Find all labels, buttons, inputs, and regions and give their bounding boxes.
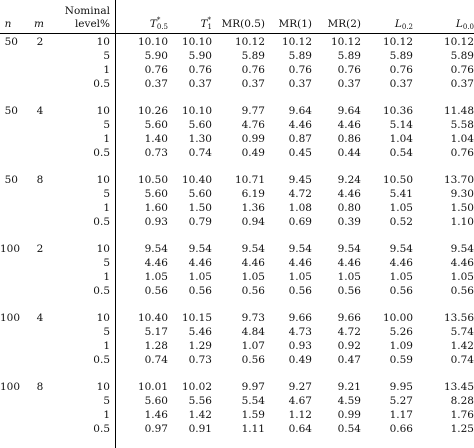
header-nominal-line2: level% bbox=[74, 18, 110, 30]
header-n: n bbox=[4, 18, 12, 30]
value-cell: 6.19 bbox=[241, 188, 265, 200]
value-cell: 4.46 bbox=[288, 257, 312, 269]
nominal-level-cell: 5 bbox=[103, 50, 110, 62]
value-cell: 0.86 bbox=[337, 133, 361, 145]
group-m: 2 bbox=[36, 243, 44, 255]
value-cell: 5.89 bbox=[450, 50, 474, 62]
value-cell: 4.46 bbox=[241, 257, 265, 269]
value-cell: 1.07 bbox=[241, 340, 265, 352]
value-cell: 0.76 bbox=[450, 64, 474, 76]
value-cell: 5.74 bbox=[450, 326, 474, 338]
value-cell: 1.17 bbox=[389, 409, 413, 421]
nominal-level-cell: 0.5 bbox=[93, 78, 110, 90]
value-cell: 0.87 bbox=[288, 133, 312, 145]
value-cell: 1.42 bbox=[450, 340, 474, 352]
nominal-level-cell: 5 bbox=[103, 326, 110, 338]
value-cell: 10.12 bbox=[330, 36, 361, 48]
value-cell: 1.09 bbox=[389, 340, 413, 352]
value-cell: 4.46 bbox=[450, 257, 474, 269]
value-cell: 1.11 bbox=[241, 423, 265, 435]
value-cell: 5.89 bbox=[241, 50, 265, 62]
value-cell: 0.37 bbox=[288, 78, 312, 90]
value-cell: 0.49 bbox=[288, 354, 312, 366]
value-cell: 5.27 bbox=[389, 395, 413, 407]
value-cell: 5.90 bbox=[188, 50, 212, 62]
value-cell: 13.45 bbox=[443, 381, 474, 393]
value-cell: 0.76 bbox=[144, 64, 168, 76]
value-cell: 0.54 bbox=[389, 147, 413, 159]
column-header-7: L 0.0 bbox=[455, 18, 474, 31]
value-cell: 10.50 bbox=[137, 174, 168, 186]
value-cell: 4.59 bbox=[337, 395, 361, 407]
nominal-level-cell: 10 bbox=[96, 381, 110, 393]
value-cell: 1.76 bbox=[450, 409, 474, 421]
value-cell: 0.37 bbox=[241, 78, 265, 90]
value-cell: 1.05 bbox=[389, 271, 413, 283]
value-cell: 10.36 bbox=[382, 105, 413, 117]
value-cell: 0.66 bbox=[389, 423, 413, 435]
value-cell: 10.40 bbox=[137, 312, 168, 324]
value-cell: 1.05 bbox=[337, 271, 361, 283]
value-cell: 1.36 bbox=[241, 202, 265, 214]
value-cell: 0.76 bbox=[288, 64, 312, 76]
group-n: 50 bbox=[4, 36, 18, 48]
value-cell: 10.10 bbox=[137, 36, 168, 48]
nominal-level-cell: 5 bbox=[103, 395, 110, 407]
value-cell: 10.10 bbox=[181, 36, 212, 48]
value-cell: 0.56 bbox=[188, 285, 212, 297]
value-cell: 1.40 bbox=[144, 133, 168, 145]
nominal-level-cell: 1 bbox=[103, 271, 110, 283]
value-cell: 0.73 bbox=[144, 147, 168, 159]
header-nominal-line1: Nominal bbox=[64, 5, 110, 17]
value-cell: 0.54 bbox=[337, 423, 361, 435]
value-cell: 9.54 bbox=[241, 243, 265, 255]
nominal-level-cell: 1 bbox=[103, 340, 110, 352]
column-header-6: L 0.2 bbox=[394, 18, 413, 31]
value-cell: 1.05 bbox=[288, 271, 312, 283]
value-cell: 1.05 bbox=[144, 271, 168, 283]
value-cell: 5.89 bbox=[337, 50, 361, 62]
value-cell: 9.54 bbox=[389, 243, 413, 255]
value-cell: 0.37 bbox=[144, 78, 168, 90]
value-cell: 10.26 bbox=[137, 105, 168, 117]
value-cell: 10.71 bbox=[234, 174, 265, 186]
column-header-3: MR(0.5) bbox=[221, 18, 265, 30]
value-cell: 9.64 bbox=[288, 105, 312, 117]
group-n: 100 bbox=[0, 243, 21, 255]
value-cell: 0.99 bbox=[337, 409, 361, 421]
value-cell: 10.00 bbox=[382, 312, 413, 324]
value-cell: 0.64 bbox=[288, 423, 312, 435]
value-cell: 9.24 bbox=[337, 174, 361, 186]
value-cell: 10.01 bbox=[137, 381, 168, 393]
value-cell: 5.26 bbox=[389, 326, 413, 338]
value-cell: 10.10 bbox=[181, 105, 212, 117]
value-cell: 9.95 bbox=[389, 381, 413, 393]
value-cell: 1.29 bbox=[188, 340, 212, 352]
value-cell: 8.28 bbox=[450, 395, 474, 407]
nominal-level-cell: 10 bbox=[96, 36, 110, 48]
value-cell: 9.64 bbox=[337, 105, 361, 117]
value-cell: 10.15 bbox=[181, 312, 212, 324]
nominal-level-cell: 1 bbox=[103, 64, 110, 76]
value-cell: 4.73 bbox=[288, 326, 312, 338]
value-cell: 0.56 bbox=[144, 285, 168, 297]
value-cell: 9.27 bbox=[288, 381, 312, 393]
value-cell: 1.50 bbox=[450, 202, 474, 214]
value-cell: 5.90 bbox=[144, 50, 168, 62]
header-m: m bbox=[34, 18, 44, 30]
value-cell: 0.39 bbox=[337, 216, 361, 228]
value-cell: 11.48 bbox=[443, 105, 474, 117]
value-cell: 4.46 bbox=[389, 257, 413, 269]
group-n: 50 bbox=[4, 174, 18, 186]
value-cell: 5.89 bbox=[389, 50, 413, 62]
value-cell: 0.37 bbox=[450, 78, 474, 90]
value-cell: 5.46 bbox=[188, 326, 212, 338]
nominal-level-cell: 0.5 bbox=[93, 285, 110, 297]
value-cell: 0.56 bbox=[389, 285, 413, 297]
value-cell: 1.30 bbox=[188, 133, 212, 145]
value-cell: 5.54 bbox=[241, 395, 265, 407]
nominal-level-cell: 0.5 bbox=[93, 354, 110, 366]
value-cell: 9.30 bbox=[450, 188, 474, 200]
value-cell: 1.05 bbox=[241, 271, 265, 283]
value-cell: 4.46 bbox=[337, 119, 361, 131]
nominal-level-cell: 0.5 bbox=[93, 216, 110, 228]
value-cell: 4.46 bbox=[144, 257, 168, 269]
value-cell: 0.56 bbox=[450, 285, 474, 297]
value-cell: 0.76 bbox=[241, 64, 265, 76]
value-cell: 0.37 bbox=[389, 78, 413, 90]
value-cell: 5.60 bbox=[144, 188, 168, 200]
header-rule bbox=[0, 33, 474, 34]
nominal-level-cell: 10 bbox=[96, 174, 110, 186]
column-header-1: T * 0.5 bbox=[149, 16, 168, 31]
value-cell: 1.60 bbox=[144, 202, 168, 214]
value-cell: 0.92 bbox=[337, 340, 361, 352]
group-m: 4 bbox=[36, 105, 44, 117]
value-cell: 1.12 bbox=[288, 409, 312, 421]
value-cell: 1.25 bbox=[450, 423, 474, 435]
value-cell: 1.04 bbox=[450, 133, 474, 145]
value-cell: 0.80 bbox=[337, 202, 361, 214]
value-cell: 10.12 bbox=[382, 36, 413, 48]
value-cell: 13.70 bbox=[443, 174, 474, 186]
value-cell: 1.42 bbox=[188, 409, 212, 421]
group-m: 8 bbox=[36, 381, 44, 393]
group-n: 50 bbox=[4, 105, 18, 117]
group-m: 4 bbox=[36, 312, 44, 324]
group-n: 100 bbox=[0, 312, 21, 324]
value-cell: 0.97 bbox=[144, 423, 168, 435]
value-cell: 0.47 bbox=[337, 354, 361, 366]
value-cell: 0.56 bbox=[241, 354, 265, 366]
value-cell: 0.76 bbox=[450, 147, 474, 159]
value-cell: 1.28 bbox=[144, 340, 168, 352]
value-cell: 4.72 bbox=[288, 188, 312, 200]
value-cell: 0.37 bbox=[337, 78, 361, 90]
value-cell: 4.72 bbox=[337, 326, 361, 338]
nominal-level-cell: 0.5 bbox=[93, 147, 110, 159]
value-cell: 5.41 bbox=[389, 188, 413, 200]
value-cell: 1.46 bbox=[144, 409, 168, 421]
value-cell: 10.12 bbox=[234, 36, 265, 48]
value-cell: 0.59 bbox=[389, 354, 413, 366]
group-n: 100 bbox=[0, 381, 21, 393]
value-cell: 0.49 bbox=[241, 147, 265, 159]
nominal-level-cell: 0.5 bbox=[93, 423, 110, 435]
value-cell: 5.60 bbox=[188, 188, 212, 200]
value-cell: 0.79 bbox=[188, 216, 212, 228]
column-header-2: T * 1 bbox=[200, 16, 212, 31]
value-cell: 0.74 bbox=[450, 354, 474, 366]
value-cell: 4.84 bbox=[241, 326, 265, 338]
value-cell: 1.05 bbox=[450, 271, 474, 283]
group-m: 2 bbox=[36, 36, 44, 48]
value-cell: 9.54 bbox=[450, 243, 474, 255]
value-cell: 0.44 bbox=[337, 147, 361, 159]
value-cell: 0.76 bbox=[389, 64, 413, 76]
value-cell: 4.46 bbox=[288, 119, 312, 131]
value-cell: 10.02 bbox=[181, 381, 212, 393]
value-cell: 0.76 bbox=[337, 64, 361, 76]
value-cell: 4.67 bbox=[288, 395, 312, 407]
value-cell: 10.12 bbox=[281, 36, 312, 48]
value-cell: 0.99 bbox=[241, 133, 265, 145]
value-cell: 5.60 bbox=[188, 119, 212, 131]
value-cell: 9.66 bbox=[337, 312, 361, 324]
value-cell: 1.08 bbox=[288, 202, 312, 214]
value-cell: 0.37 bbox=[188, 78, 212, 90]
nominal-level-cell: 1 bbox=[103, 409, 110, 421]
value-cell: 9.54 bbox=[337, 243, 361, 255]
value-cell: 0.45 bbox=[288, 147, 312, 159]
value-cell: 1.04 bbox=[389, 133, 413, 145]
value-cell: 5.14 bbox=[389, 119, 413, 131]
value-cell: 5.17 bbox=[144, 326, 168, 338]
value-cell: 9.21 bbox=[337, 381, 361, 393]
value-cell: 10.40 bbox=[181, 174, 212, 186]
column-header-4: MR(1) bbox=[278, 18, 312, 30]
value-cell: 1.10 bbox=[450, 216, 474, 228]
value-cell: 5.60 bbox=[144, 119, 168, 131]
nominal-level-cell: 5 bbox=[103, 257, 110, 269]
value-cell: 4.46 bbox=[337, 188, 361, 200]
nominal-level-cell: 10 bbox=[96, 243, 110, 255]
value-cell: 9.73 bbox=[241, 312, 265, 324]
value-cell: 4.46 bbox=[188, 257, 212, 269]
value-cell: 1.59 bbox=[241, 409, 265, 421]
nominal-level-cell: 1 bbox=[103, 202, 110, 214]
value-cell: 9.97 bbox=[241, 381, 265, 393]
value-cell: 0.74 bbox=[188, 147, 212, 159]
value-cell: 10.50 bbox=[382, 174, 413, 186]
value-cell: 4.46 bbox=[337, 257, 361, 269]
column-header-5: MR(2) bbox=[327, 18, 361, 30]
value-cell: 10.12 bbox=[443, 36, 474, 48]
nominal-level-cell: 5 bbox=[103, 119, 110, 131]
value-cell: 9.54 bbox=[288, 243, 312, 255]
value-cell: 5.89 bbox=[288, 50, 312, 62]
value-cell: 13.56 bbox=[443, 312, 474, 324]
value-cell: 0.73 bbox=[188, 354, 212, 366]
value-cell: 0.93 bbox=[144, 216, 168, 228]
value-cell: 1.05 bbox=[389, 202, 413, 214]
value-cell: 5.56 bbox=[188, 395, 212, 407]
value-cell: 1.50 bbox=[188, 202, 212, 214]
group-m: 8 bbox=[36, 174, 44, 186]
value-cell: 0.56 bbox=[337, 285, 361, 297]
nominal-level-cell: 10 bbox=[96, 105, 110, 117]
value-cell: 9.54 bbox=[188, 243, 212, 255]
value-cell: 9.77 bbox=[241, 105, 265, 117]
value-cell: 0.74 bbox=[144, 354, 168, 366]
nominal-level-cell: 1 bbox=[103, 133, 110, 145]
value-cell: 9.54 bbox=[144, 243, 168, 255]
nominal-level-cell: 5 bbox=[103, 188, 110, 200]
nominal-level-cell: 10 bbox=[96, 312, 110, 324]
value-cell: 9.45 bbox=[288, 174, 312, 186]
value-cell: 1.05 bbox=[188, 271, 212, 283]
value-cell: 0.93 bbox=[288, 340, 312, 352]
value-cell: 0.91 bbox=[188, 423, 212, 435]
value-cell: 9.66 bbox=[288, 312, 312, 324]
value-cell: 0.94 bbox=[241, 216, 265, 228]
value-cell: 0.56 bbox=[288, 285, 312, 297]
value-cell: 4.76 bbox=[241, 119, 265, 131]
value-cell: 0.56 bbox=[241, 285, 265, 297]
value-cell: 0.69 bbox=[288, 216, 312, 228]
value-cell: 0.52 bbox=[389, 216, 413, 228]
value-cell: 5.60 bbox=[144, 395, 168, 407]
value-cell: 0.76 bbox=[188, 64, 212, 76]
value-cell: 5.58 bbox=[450, 119, 474, 131]
